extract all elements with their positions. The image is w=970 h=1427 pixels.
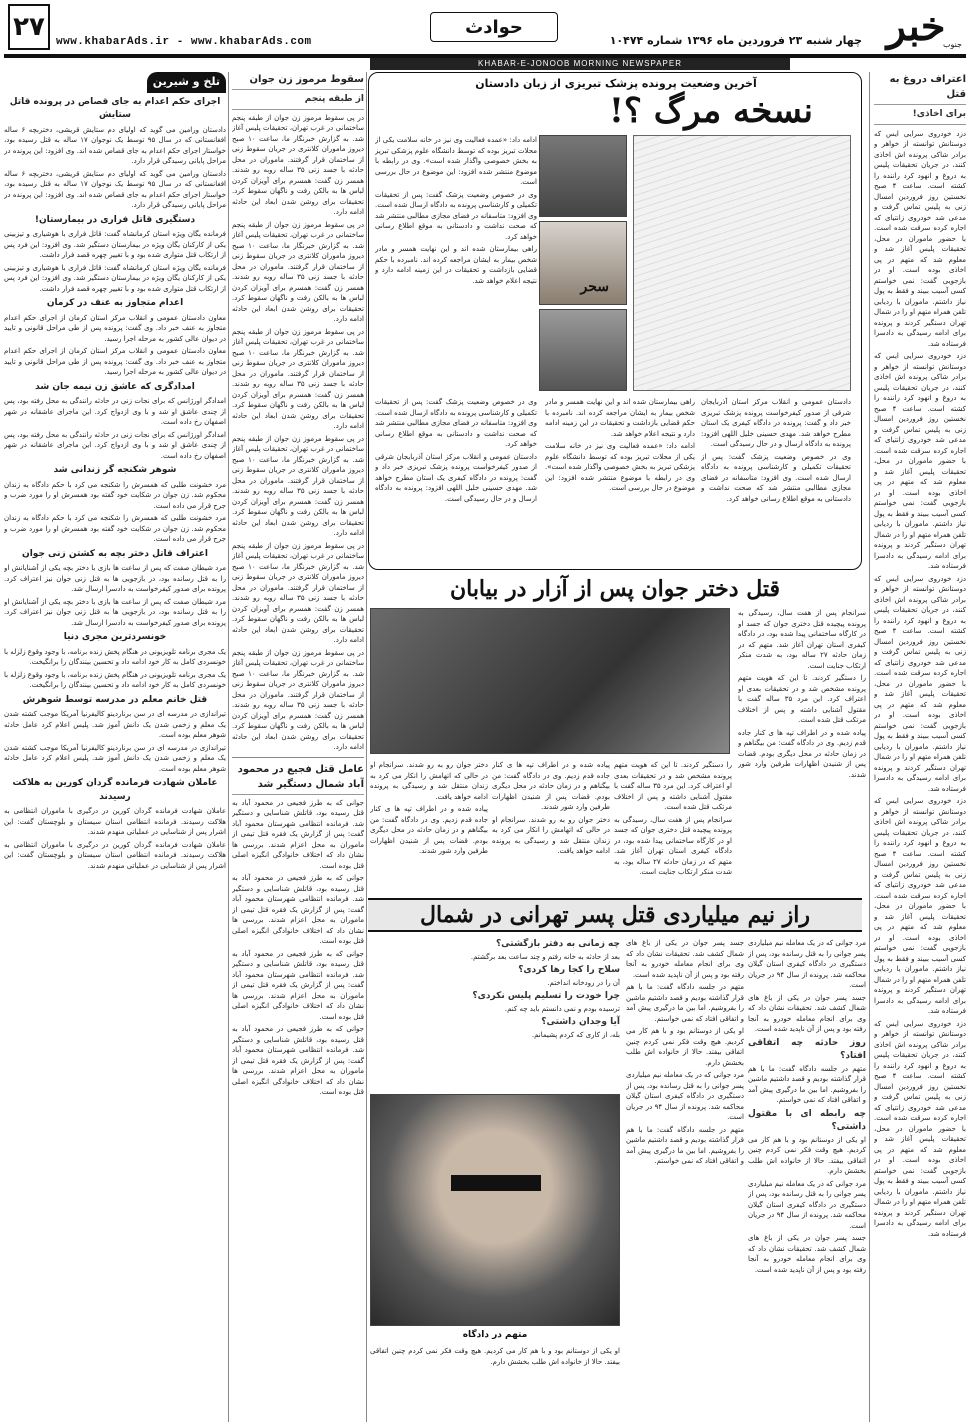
left-item-body-4b: امدادگر اورژانس که برای نجات زنی در حادثه رانندگی به محل رفته بود، پس از چندی عاشق او شد و با وی ازدواج کرد. این ماجرای عاشقانه در شهر اصفهان رخ داده است. (4, 430, 226, 460)
column-divider-2 (366, 72, 367, 1422)
north-story-col-1 (748, 938, 866, 1422)
mid-column-body-6: در پی سقوط مرموز زن جوان از طبقه پنجم ساختمانی در غرب تهران، تحقیقات پلیس آغاز شد. به گزارش خبرنگار ما، ساعت ۱۰ صبح دیروز ماموران کلانتری در جریان سقوط زنی از ساختمان قرار گرفتند. ماموران در محل حادثه با جسد زنی ۳۵ ساله روبه رو شدند. همسر زن گفت: همسرم برای آویزان کردن لباس ها به بالکن رفت و ناگهان سقوط کرد. تحقیقات برای روشن شدن ابعاد این حادثه ادامه دارد. (232, 648, 364, 751)
north-text-2: جسد پسر جوان در یکی از باغ های شمال کشف شد. تحقیقات نشان داد که وی برای انجام معامله خودرو به آنجا رفته بود و پس از آن ناپدید شده است. (748, 993, 866, 1033)
right-column-subtitle: برای اخاذی! (874, 108, 966, 125)
qa-answer-1: بعد از حادثه به خانه رفتم و چند ساعت بعد برگشتم. (470, 952, 620, 961)
top-story-col-2 (701, 397, 851, 565)
top-story-text-2: راهی بیمارستان شده اند و این نهایت همسر و مادر شخص بیمار به ایشان مراجعه کرده اند. نامبرده با حکم قضایی بازداشت و تحقیقات در این زمینه ادامه دارد و نتیجه اعلام خواهد شد. (375, 245, 537, 285)
top-story (368, 72, 862, 570)
newspaper-logo: خبر (886, 3, 946, 50)
left-item-body-7: یک مجری برنامه تلویزیونی در هنگام پخش زنده برنامه، با وجود وقوع زلزله با خونسردی کامل به کار خود ادامه داد و تحسین بینندگان را برانگیخت. (4, 647, 226, 666)
mid-column-title: سقوط مرموز زن جوان (232, 72, 364, 90)
left-item-body-2: فرمانده یگان ویژه استان کرمانشاه گفت: قاتل فراری با هوشیاری و تیزبینی یکی از کارکنان یگان ویژه در بیمارستان دستگیر شد. وی افزود: این فرد پس از ارتکاب قتل متواری شده بود و با تغییر چهره قصد فرار داشت. (4, 230, 226, 259)
desert-text-3: پیاده شده و در اطراف تپه ها ی کنار جاده قدم زدیم. وی در دادگاه گفت: من بیگناهم و در زمان حادثه در محل دیگری بودم. قضات پس از شنیدن اظهارات طرفین وارد شور شدند. (738, 728, 866, 779)
left-item-title-9: عاملان شهادت فرمانده گردان کورین به هلاکت رسیدند (12, 778, 218, 802)
top-story-text-3: وی در خصوص وضعیت پزشک گفت: پس از تحقیقات تکمیلی و کارشناسی پرونده به دادگاه ارسال شده است. وی افزود: متاسفانه در فضای مجازی مطالبی منتشر شد که صحت نداشت و دادستانی به موقع اطلاع رسانی خواهد کرد. (375, 190, 537, 241)
north-story-col-bottom (370, 1346, 620, 1422)
column-divider (869, 72, 870, 1422)
court-photo (539, 309, 627, 391)
doctor-photo (539, 135, 627, 217)
left-item-body-1: دادستان ورامین می گوید که اولیای دم ستایش قریشی، دختربچه ۶ ساله افغانستانی که در سال ۹۵ توسط یک نوجوان ۱۷ ساله به قتل رسیده بود، خواستار اجرای حکم اعدام به جای قصاص شده اند. وی افزود: این پرونده در مراحل پایانی رسیدگی قرار دارد. (4, 125, 226, 165)
mid-column-body-2: در پی سقوط مرموز زن جوان از طبقه پنجم ساختمانی در غرب تهران، تحقیقات پلیس آغاز شد. به گزارش خبرنگار ما، ساعت ۱۰ صبح دیروز ماموران کلانتری در جریان سقوط زنی از ساختمان قرار گرفتند. ماموران در محل حادثه با جسد زنی ۳۵ ساله روبه رو شدند. همسر زن گفت: همسرم برای آویزان کردن لباس ها به بالکن رفت و ناگهان سقوط کرد. تحقیقات برای روشن شدن ابعاد این حادثه ادامه دارد. (232, 220, 364, 323)
mid-column-body2-2: جوانی که به طرز فجیعی در محمود آباد به قتل رسیده بود، قاتلش شناسایی و دستگیر شد. فرمانده انتظامی شهرستان محمود آباد گفت: پس از گزارش یک فقره قتل تیمی از ماموران به محل اعزام شدند. بررسی ها نشان داد که اختلاف خانوادگی انگیزه اصلی قتل بوده است. (232, 874, 364, 945)
courtroom-photo (370, 608, 730, 754)
left-item-body-2b: فرمانده یگان ویژه استان کرمانشاه گفت: قاتل فراری با هوشیاری و تیزبینی یکی از کارکنان یگان ویژه در بیمارستان دستگیر شد. وی افزود: این فرد پس از ارتکاب قتل متواری شده بود و با تغییر چهره قصد فرار داشت. (4, 263, 226, 293)
mid-column-body-3: در پی سقوط مرموز زن جوان از طبقه پنجم ساختمانی در غرب تهران، تحقیقات پلیس آغاز شد. به گزارش خبرنگار ما، ساعت ۱۰ صبح دیروز ماموران کلانتری در جریان سقوط زنی از ساختمان قرار گرفتند. ماموران در محل حادثه با جسد زنی ۳۵ ساله روبه رو شدند. همسر زن گفت: همسرم برای آویزان کردن لباس ها به بالکن رفت و ناگهان سقوط کرد. تحقیقات برای روشن شدن ابعاد این حادثه ادامه دارد. (232, 327, 364, 430)
north-subhead-2: چه رابطه ای با مقتول داشتی؟ (748, 1108, 866, 1132)
top-story-col-3 (545, 397, 695, 565)
left-item-body-6b: مرد شیطان صفت که پس از ساعت ها بازی با دختر بچه یکی از آشنایانش او را به قتل رسانده بود، در بازجویی ها به قتل زنی جوان نیز اعتراف کرد. پرونده برای صدور کیفرخواست به دادسرا ارسال شد. (4, 597, 226, 627)
mid-column-body2-3: جوانی که به طرز فجیعی در محمود آباد به قتل رسیده بود، قاتلش شناسایی و دستگیر شد. فرمانده انتظامی شهرستان محمود آباد گفت: پس از گزارش یک فقره قتل تیمی از ماموران به محل اعزام شدند. بررسی ها نشان داد که اختلاف خانوادگی انگیزه اصلی قتل بوده است. (232, 949, 364, 1021)
north-text-3: متهم در جلسه دادگاه گفت: ما با هم قرار گذاشته بودیم و قصد داشتیم ماشین را بفروشیم. اما بین ما درگیری پیش آمد و اتفاقی افتاد که نمی خواستم. (748, 1064, 866, 1104)
north-text-4b: او یکی از دوستانم بود و با هم کار می کردیم. هیچ وقت فکر نمی کردم چنین اتفاقی بیفتد. حالا از خانواده اش طلب بخشش دارم. (626, 1027, 744, 1067)
right-column-body-repeat-3: دزد خودروی سرایی ایس که دوستانش توانسته از خواهر و برادر شاکی پرونده اش اخاذی کنند، در جریان تحقیقات پلیس به دروغ و انهود کرد راننده را کشته است. ساعت ۴ صبح نخستین روز فروردین امسال زنی به پلیس تماس گرفت و مدعی شد خودروی زانتیای که اجاره کرده سرقت شده است. با حضور ماموران در محل، تحقیقات پلیس آغاز شد و معلوم شد که متهم در پی اخاذی بوده است. او در بازجویی گفت: نمی خواستم کسی آسیب ببیند و فقط به پول نیاز داشتم. ماموران با ردیابی تلفن همراه متهم او را در شمال تهران دستگیر کردند و پرونده برای ادامه رسیدگی به دادسرا فرستاده شد. (874, 797, 966, 1015)
north-text-3c: متهم در جلسه دادگاه گفت: ما با هم قرار گذاشته بودیم و قصد داشتیم ماشین را بفروشیم. اما بین ما درگیری پیش آمد و اتفاقی افتاد که نمی خواستم. (626, 1125, 744, 1165)
left-column-title: تلخ و شیرین (147, 72, 226, 93)
north-story-banner (368, 898, 862, 932)
masthead (4, 4, 966, 56)
top-story-text-1: دادستان عمومی و انقلاب مرکز استان آذربایجان شرقی از صدور کیفرخواست پرونده پزشک تبریزی خبر داد و گفت: پرونده در دادگاه کیفری یک استان مطرح خواهد شد. مهدی حسینی خلیل اللهی افزود: پرونده به دادگاه ارسال و در حال رسیدگی است. (701, 398, 851, 448)
left-column (4, 72, 226, 1422)
top-story-text-3b: وی در خصوص وضعیت پزشک گفت: پس از تحقیقات تکمیلی و کارشناسی پرونده به دادگاه ارسال شده است. وی افزود: متاسفانه در فضای مجازی مطالبی منتشر شد که صحت نداشت و دادستانی به موقع اطلاع رسانی خواهد کرد. (701, 452, 851, 503)
suspect-caption: متهم در دادگاه (462, 1330, 528, 1340)
north-text-2c: جسد پسر جوان در یکی از باغ های شمال کشف شد. تحقیقات نشان داد که وی برای انجام معامله خودرو به آنجا رفته بود و پس از آن ناپدید شده است. (626, 939, 744, 979)
north-text-2b: جسد پسر جوان در یکی از باغ های شمال کشف شد. تحقیقات نشان داد که وی برای انجام معامله خودرو به آنجا رفته بود و پس از آن ناپدید شده است. (748, 1234, 866, 1274)
north-text-1b: مرد جوانی که در یک معامله نیم میلیاردی پسر جوانی را به قتل رسانده بود، پس از دستگیری در دادگاه کیفری استان گیلان محاکمه شد. پرونده از سال ۹۴ در جریان است. (748, 1179, 866, 1230)
desert-text-4: دختر جوان رو به رو شدند. سرانجام او در حالی که اتهامش را انکار می کرد به زندان منتقل شد و رسیدگی به پرونده ادامه خواهد یافت. (370, 761, 488, 801)
top-story-text-1b: دادستان عمومی و انقلاب مرکز استان آذربایجان شرقی از صدور کیفرخواست پرونده پزشک تبریزی خبر داد و گفت: پرونده در دادگاه کیفری یک استان مطرح خواهد شد. مهدی حسینی خلیل اللهی افزود: پرونده به دادگاه ارسال و در حال رسیدگی است. (375, 452, 537, 503)
qa-question-1: چه زمانی به دفتر بازگشتی؟ (495, 939, 620, 949)
mid-column (232, 72, 364, 1422)
prescription-photo (633, 135, 851, 391)
top-story-text-2b: راهی بیمارستان شده اند و این نهایت همسر و مادر شخص بیمار به ایشان مراجعه کرده اند. نامبرده با حکم قضایی بازداشت و تحقیقات در این زمینه ادامه دارد و نتیجه اعلام خواهد شد. (545, 398, 695, 438)
desert-text-3d: پیاده شده و در اطراف تپه ها ی کنار جاده قدم زدیم. وی در دادگاه گفت: من بیگناهم و در زمان حادثه در محل دیگری بودم. قضات پس از شنیدن اظهارات طرفین وارد شور شدند. (370, 805, 488, 855)
qa-question-2: سلاح را کجا رها کردی؟ (518, 965, 620, 975)
mid-column-body-5: در پی سقوط مرموز زن جوان از طبقه پنجم ساختمانی در غرب تهران، تحقیقات پلیس آغاز شد. به گزارش خبرنگار ما، ساعت ۱۰ صبح دیروز ماموران کلانتری در جریان سقوط زنی از ساختمان قرار گرفتند. ماموران در محل حادثه با جسد زنی ۳۵ ساله روبه رو شدند. همسر زن گفت: همسرم برای آویزان کردن لباس ها به بالکن رفت و ناگهان سقوط کرد. تحقیقات برای روشن شدن ابعاد این حادثه ادامه دارد. (232, 541, 364, 644)
desert-story-col-1 (738, 608, 866, 880)
victim-caption: سحر (580, 279, 609, 295)
left-item-title-7: خونسردترین مجری دنیا (63, 632, 167, 642)
left-item-body-8b: تیراندازی در مدرسه ای در سن برناردینو کالیفرنیا آمریکا موجب کشته شدن یک معلم و زخمی شدن یک دانش آموز شد. پلیس اعلام کرد عامل حادثه شوهر معلم بوده است. (4, 743, 226, 773)
mid-column-body2-4: جوانی که به طرز فجیعی در محمود آباد به قتل رسیده بود، قاتلش شناسایی و دستگیر شد. فرمانده انتظامی شهرستان محمود آباد گفت: پس از گزارش یک فقره قتل تیمی از ماموران به محل اعزام شدند. بررسی ها نشان داد که اختلاف خانوادگی انگیزه اصلی قتل بوده است. (232, 1025, 364, 1096)
left-item-body-7b: یک مجری برنامه تلویزیونی در هنگام پخش زنده برنامه، با وجود وقوع زلزله با خونسردی کامل به کار خود ادامه داد و تحسین بینندگان را برانگیخت. (4, 670, 226, 689)
desert-text-1: سرانجام پس از هفت سال، رسیدگی به پرونده پیچیده قتل دختری جوان که جسد او در کارگاه ساختمانی پیدا شده بود، در دادگاه کیفری استان تهران آغاز شد. متهم که در زمان حادثه ۲۷ ساله بود، به شدت منکر ارتکاب جنایت است. (738, 609, 866, 670)
north-text-3b: متهم در جلسه دادگاه گفت: ما با هم قرار گذاشته بودیم و قصد داشتیم ماشین را بفروشیم. اما بین ما درگیری پیش آمد و اتفاقی افتاد که نمی خواستم. (626, 983, 744, 1023)
left-item-title-1: اجرای حکم اعدام به جای قصاص در پرونده قاتل ستایش (9, 96, 221, 120)
mid-column-rule (232, 757, 364, 758)
left-item-body-5: مرد خشونت طلبی که همسرش را شکنجه می کرد با حکم دادگاه به زندان محکوم شد. زن جوان در شکایت خود گفته بود همسرش او را مورد ضرب و جرح قرار می داده است. (4, 480, 226, 510)
desert-text-2b: را دستگیر کردند. تا این که هویت متهم پرونده مشخص شد و در تحقیقات بعدی او اعتراف کرد. این مرد ۳۵ ساله گفت با مقتول آشنایی داشته و پس از اختلاف مرتکب قتل شده است. (614, 761, 732, 811)
north-text-4: او یکی از دوستانم بود و با هم کار می کردیم. هیچ وقت فکر نمی کردم چنین اتفاقی بیفتد. حالا از خانواده اش طلب بخشش دارم. (748, 1135, 866, 1175)
suspect-eye-bar (451, 1175, 541, 1191)
website-link[interactable]: www.khabarAds.ir - www.khabarAds.com (56, 36, 312, 48)
left-item-body-6: مرد شیطان صفت که پس از ساعت ها بازی با دختر بچه یکی از آشنایانش او را به قتل رسانده بود، در بازجویی ها به قتل زنی جوان نیز اعتراف کرد. پرونده برای صدور کیفرخواست به دادسرا ارسال شد. (4, 564, 226, 593)
left-item-body-9: عاملان شهادت فرمانده گردان کورین در درگیری با ماموران انتظامی به هلاکت رسیدند. فرمانده انتظامی استان سیستان و بلوچستان گفت: این اشرار پس از شناسایی در عملیاتی منهدم شدند. (4, 807, 226, 836)
top-story-text-4: ادامه داد: «عمده فعالیت وی نیز در خانه سلامت یکی از محلات تبریز بوده که توسط دانشگاه علوم پزشکی تبریز به بخش خصوصی واگذار شده است». وی در رابطه با موضوع منتشر شده افزود: این موضوع در حال بررسی است. (375, 136, 537, 186)
left-item-title-8: قتل خانم معلم در مدرسه توسط شوهرش (22, 694, 208, 705)
left-item-body-1b: دادستان ورامین می گوید که اولیای دم ستایش قریشی، دختربچه ۶ ساله افغانستانی که در سال ۹۵ توسط یک نوجوان ۱۷ ساله به قتل رسیده بود، خواستار اجرای حکم اعدام به جای قصاص شده اند. وی افزود: این پرونده در مراحل پایانی رسیدگی قرار دارد. (4, 169, 226, 209)
north-text-1: مرد جوانی که در یک معامله نیم میلیاردی پسر جوانی را به قتل رسانده بود، پس از دستگیری در دادگاه کیفری استان گیلان محاکمه شد. پرونده از سال ۹۴ در جریان است. (748, 939, 866, 989)
desert-story-col-2 (614, 760, 732, 880)
north-subhead-1: روز حادثه چه اتفاقی افتاد؟ (748, 1037, 866, 1061)
desert-text-4b: دختر جوان رو به رو شدند. سرانجام او در حالی که اتهامش را انکار می کرد به زندان منتقل شد و رسیدگی به پرونده ادامه خواهد یافت. (492, 815, 610, 855)
top-story-col-4 (375, 397, 537, 565)
desert-story-col-4 (370, 760, 488, 880)
left-item-title-2: دستگیری قاتل فراری در بیمارستان! (34, 214, 196, 225)
left-item-title-3: اعدام متجاوز به عنف در کرمان (46, 298, 184, 308)
left-column-header (4, 72, 226, 93)
left-item-title-6: اعتراف قاتل دختر بچه به کشتن زنی جوان (22, 548, 208, 559)
north-text-1c: مرد جوانی که در یک معامله نیم میلیاردی پسر جوانی را به قتل رسانده بود، پس از دستگیری در دادگاه کیفری استان گیلان محاکمه شد. پرونده از سال ۹۴ در جریان است. (626, 1071, 744, 1121)
top-story-kicker: آخرین وضعیت پرونده پزشک تبریزی از زبان دادستان (475, 77, 757, 90)
qa-question-4: آیا وجدان داشتی؟ (541, 1017, 620, 1027)
mid-column-body-1: در پی سقوط مرموز زن جوان از طبقه پنجم ساختمانی در غرب تهران، تحقیقات پلیس آغاز شد. به گزارش خبرنگار ما، ساعت ۱۰ صبح دیروز ماموران کلانتری در جریان سقوط زنی از ساختمان قرار گرفتند. ماموران در محل حادثه با جسد زنی ۳۵ ساله روبه رو شدند. همسر زن گفت: همسرم برای آویزان کردن لباس ها به بالکن رفت و ناگهان سقوط کرد. تحقیقات برای روشن شدن ابعاد این حادثه ادامه دارد. (232, 113, 364, 216)
left-item-body-8: تیراندازی در مدرسه ای در سن برناردینو کالیفرنیا آمریکا موجب کشته شدن یک معلم و زخمی شدن یک دانش آموز شد. پلیس اعلام کرد عامل حادثه شوهر معلم بوده است. (4, 710, 226, 739)
page-number: ۲۷ (8, 4, 50, 50)
right-column-body-repeat-2: دزد خودروی سرایی ایس که دوستانش توانسته از خواهر و برادر شاکی پرونده اش اخاذی کنند، در جریان تحقیقات پلیس به دروغ و انهود کرد راننده را کشته است. ساعت ۴ صبح نخستین روز فروردین امسال زنی به پلیس تماس گرفت و مدعی شد خودروی زانتیای که اجاره کرده سرقت شده است. با حضور ماموران در محل، تحقیقات پلیس آغاز شد و معلوم شد که متهم در پی اخاذی بوده است. او در بازجویی گفت: نمی خواستم کسی آسیب ببیند و فقط به پول نیاز داشتم. ماموران با ردیابی تلفن همراه متهم او را در شمال تهران دستگیر کردند و پرونده برای ادامه رسیدگی به دادسرا فرستاده شد. (874, 574, 966, 793)
qa-question-3: چرا خودت را تسلیم پلیس نکردی؟ (472, 991, 620, 1001)
qa-answer-4: بله، از کاری که کردم پشیمانم. (531, 1030, 620, 1039)
suspect-photo (370, 1094, 620, 1326)
desert-text-3b: پیاده شده و در اطراف تپه ها ی کنار جاده قدم زدیم. وی در دادگاه گفت: من بیگناهم و در زمان حادثه در محل دیگری بودم. قضات پس از شنیدن اظهارات طرفین وارد شور شدند. (492, 761, 610, 811)
mid-column-body-4: در پی سقوط مرموز زن جوان از طبقه پنجم ساختمانی در غرب تهران، تحقیقات پلیس آغاز شد. به گزارش خبرنگار ما، ساعت ۱۰ صبح دیروز ماموران کلانتری در جریان سقوط زنی از ساختمان قرار گرفتند. ماموران در محل حادثه با جسد زنی ۳۵ ساله روبه رو شدند. همسر زن گفت: همسرم برای آویزان کردن لباس ها به بالکن رفت و ناگهان سقوط کرد. تحقیقات برای روشن شدن ابعاد این حادثه ادامه دارد. (232, 434, 364, 537)
right-column-title: اعتراف دروغ به قتل (874, 72, 966, 105)
right-column-body: دزد خودروی سرایی ایس که دوستانش توانسته از خواهر و برادر شاکی پرونده اش اخاذی کنند، در جریان تحقیقات پلیس به دروغ و انهود کرد راننده را کشته است. ساعت ۴ صبح نخستین روز فروردین امسال زنی به پلیس تماس گرفت و مدعی شد خودروی زانتیای که اجاره کرده سرقت شده است. با حضور ماموران در محل، تحقیقات پلیس آغاز شد و معلوم شد که متهم در پی اخاذی بوده است. او در بازجویی گفت: نمی خواستم کسی آسیب ببیند و فقط به پول نیاز داشتم. ماموران با ردیابی تلفن همراه متهم او را در شمال تهران دستگیر کردند و پرونده برای ادامه رسیدگی به دادسرا فرستاده شد. (874, 129, 966, 348)
section-title: حوادث (430, 12, 558, 42)
left-item-body-5b: مرد خشونت طلبی که همسرش را شکنجه می کرد با حکم دادگاه به زندان محکوم شد. زن جوان در شکایت خود گفته بود همسرش او را مورد ضرب و جرح قرار می داده است. (4, 514, 226, 543)
english-band: KHABAR-E-JONOOB MORNING NEWSPAPER (370, 58, 790, 70)
dateline: چهار شنبه ۲۳ فروردین ماه ۱۳۹۶ شماره ۱۰۴۷۴ (609, 34, 862, 47)
mid-column-title-2: عامل قتل فجیع در محمود آباد شمال دستگیر شد (232, 762, 364, 795)
column-divider-3 (228, 72, 229, 1422)
left-item-body-9b: عاملان شهادت فرمانده گردان کورین در درگیری با ماموران انتظامی به هلاکت رسیدند. فرمانده انتظامی استان سیستان و بلوچستان گفت: این اشرار پس از شناسایی در عملیاتی منهدم شدند. (4, 840, 226, 870)
mid-column-body2-1: جوانی که به طرز فجیعی در محمود آباد به قتل رسیده بود، قاتلش شناسایی و دستگیر شد. فرمانده انتظامی شهرستان محمود آباد گفت: پس از گزارش یک فقره قتل تیمی از ماموران به محل اعزام شدند. بررسی ها نشان داد که اختلاف خانوادگی انگیزه اصلی قتل بوده است. (232, 798, 364, 870)
desert-text-1b: سرانجام پس از هفت سال، رسیدگی به پرونده پیچیده قتل دختری جوان که جسد او در کارگاه ساختمانی پیدا شده بود، در دادگاه کیفری استان تهران آغاز شد. متهم که در زمان حادثه ۲۷ ساله بود، به شدت منکر ارتکاب جنایت است. (614, 815, 732, 876)
right-column-body-repeat-4: دزد خودروی سرایی ایس که دوستانش توانسته از خواهر و برادر شاکی پرونده اش اخاذی کنند، در جریان تحقیقات پلیس به دروغ و انهود کرد راننده را کشته است. ساعت ۴ صبح نخستین روز فروردین امسال زنی به پلیس تماس گرفت و مدعی شد خودروی زانتیای که اجاره کرده سرقت شده است. با حضور ماموران در محل، تحقیقات پلیس آغاز شد و معلوم شد که متهم در پی اخاذی بوده است. او در بازجویی گفت: نمی خواستم کسی آسیب ببیند و فقط به پول نیاز داشتم. ماموران با ردیابی تلفن همراه متهم او را در شمال تهران دستگیر کردند و پرونده برای ادامه رسیدگی به دادسرا فرستاده شد. (874, 1019, 966, 1238)
left-item-body-4: امدادگر اورژانس که برای نجات زنی در حادثه رانندگی به محل رفته بود، پس از چندی عاشق او شد و با وی ازدواج کرد. این ماجرای عاشقانه در شهر اصفهان رخ داده است. (4, 397, 226, 426)
right-column (874, 72, 966, 1422)
qa-answer-2: آن را در رودخانه انداختم. (547, 978, 620, 987)
top-story-text-3c: وی در خصوص وضعیت پزشک گفت: پس از تحقیقات تکمیلی و کارشناسی پرونده به دادگاه ارسال شده است. وی افزود: متاسفانه در فضای مجازی مطالبی منتشر شد که صحت نداشت و دادستانی به موقع اطلاع رسانی خواهد کرد. (375, 398, 537, 448)
north-text-4c: او یکی از دوستانم بود و با هم کار می کردیم. هیچ وقت فکر نمی کردم چنین اتفاقی بیفتد. حالا از خانواده اش طلب بخشش دارم. (370, 1347, 620, 1366)
left-item-title-4: امدادگری که عاشق زن نیمه جان شد (35, 381, 195, 392)
left-item-title-5: شوهر شکنجه گر زندانی شد (53, 465, 177, 475)
left-item-body-3b: معاون دادستان عمومی و انقلاب مرکز استان کرمان از اجرای حکم اعدام متجاوز به عنف خبر داد. وی گفت: پرونده پس از طی مراحل قانونی و تایید در دیوان عالی کشور به مرحله اجرا رسید. (4, 347, 226, 376)
right-column-body-repeat: دزد خودروی سرایی ایس که دوستانش توانسته از خواهر و برادر شاکی پرونده اش اخاذی کنند، در جریان تحقیقات پلیس به دروغ و انهود کرد راننده را کشته است. ساعت ۴ صبح نخستین روز فروردین امسال زنی به پلیس تماس گرفت و مدعی شد خودروی زانتیای که اجاره کرده سرقت شده است. با حضور ماموران در محل، تحقیقات پلیس آغاز شد و معلوم شد که متهم در پی اخاذی بوده است. او در بازجویی گفت: نمی خواستم کسی آسیب ببیند و فقط به پول نیاز داشتم. ماموران با ردیابی تلفن همراه متهم او را در شمال تهران دستگیر کردند و پرونده برای ادامه رسیدگی به دادسرا فرستاده شد. (874, 352, 966, 570)
desert-story-col-3 (492, 760, 610, 880)
top-story-col-1 (375, 135, 537, 391)
north-story-qa (370, 938, 620, 1088)
mid-column-subtitle: از طبقه پنجم (232, 93, 364, 110)
desert-text-2: را دستگیر کردند. تا این که هویت متهم پرونده مشخص شد و در تحقیقات بعدی او اعتراف کرد. این مرد ۳۵ ساله گفت با مقتول آشنایی داشته و پس از اختلاف مرتکب قتل شده است. (738, 674, 866, 724)
top-story-headline: نسخه مرگ ؟! (608, 91, 814, 131)
north-story-headline: راز نیم میلیاردی قتل پسر تهرانی در شمال (419, 902, 810, 928)
top-story-text-4b: ادامه داد: «عمده فعالیت وی نیز در خانه سلامت یکی از محلات تبریز بوده که توسط دانشگاه علوم پزشکی تبریز به بخش خصوصی واگذار شده است». وی در رابطه با موضوع منتشر شده افزود: این موضوع در حال بررسی است. (545, 442, 695, 492)
desert-story-headline: قتل دختر جوان پس از آزار در بیابان (449, 576, 781, 602)
qa-answer-3: ترسیده بودم و نمی دانستم باید چه کنم. (504, 1004, 620, 1013)
newspaper-logo-sub: جنوب (942, 40, 962, 49)
north-story-col-2 (626, 938, 744, 1422)
left-item-body-3: معاون دادستان عمومی و انقلاب مرکز استان کرمان از اجرای حکم اعدام متجاوز به عنف خبر داد. وی گفت: پرونده پس از طی مراحل قانونی و تایید در دیوان عالی کشور به مرحله اجرا رسید. (4, 313, 226, 343)
